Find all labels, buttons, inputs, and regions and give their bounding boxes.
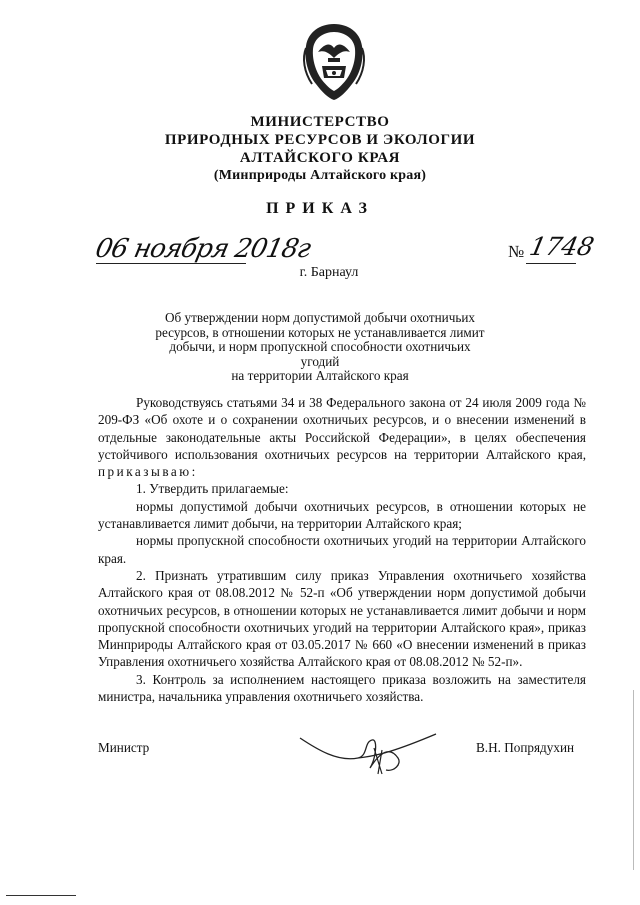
body-paragraph-6: 3. Контроль за исполнением настоящего приказа возложить на заместителя министра, начальника управления охотничьего хозяйства. <box>98 671 586 705</box>
subject-line: Об утверждении норм допустимой добычи охотничьих <box>164 310 476 325</box>
date-underline <box>96 263 246 264</box>
footer-mark <box>6 895 76 896</box>
order-word: приказываю: <box>98 464 198 480</box>
subject-line: добычи, и норм пропускной способности охотничьих угодий <box>169 339 471 369</box>
body-paragraph-2: 1. Утвердить прилагаемые: <box>136 481 289 497</box>
number-underline <box>526 263 576 264</box>
body-paragraph-1: Руководствуясь статьями 34 и 38 Федерального закона от 24 июля 2009 года № 209-ФЗ «Об охоте и о сохранении охотничьих ресурсов, и о внесении изменений в отдельные законодательные акты Российской Федерации», в целях обеспечения устойчивого использования охотничьих ресурсов на территории Алтайского края, приказываю: <box>98 395 586 480</box>
header-line-2: ПРИРОДНЫХ РЕСУРСОВ И ЭКОЛОГИИ <box>164 132 476 148</box>
header-line-1: МИНИСТЕРСТВО <box>250 114 390 130</box>
handwritten-number: 1748 <box>526 232 597 261</box>
body-paragraph-3: нормы допустимой добычи охотничьих ресурсов, в отношении которых не устанавливается лимит добычи, на территории Алтайского края; <box>98 498 586 532</box>
subject-line: ресурсов, в отношении которых не устанавливается лимит <box>155 324 485 340</box>
header-short-name: (Минприроды Алтайского края) <box>213 168 427 183</box>
handwritten-date: 06 ноября 2018г <box>92 234 313 264</box>
document-title: ПРИКАЗ <box>266 200 374 217</box>
body-paragraph-4: нормы пропускной способности охотничьих угодий на территории Алтайского края. <box>98 533 586 566</box>
city: г. Барнаул <box>299 265 359 280</box>
handwritten-signature <box>298 728 438 778</box>
body-paragraph-5: 2. Признать утратившим силу приказ Управления охотничьего хозяйства Алтайского края от 08.08.2012 № 52-п «Об утверждении норм допустимой добычи охотничьих ресурсов, в отношении которых не устанавливается лимит добычи и норм пропускной способности охотничьих угодий на территории Алтайского края», приказ Минприроды Алтайского края от 03.05.2017 № 660 «О внесении изменений в приказ Управления охотничьего хозяйства Алтайского края от 08.08.2012 № 52-п». <box>98 567 586 670</box>
number-label: № <box>508 242 525 261</box>
page-edge-mark <box>633 690 634 870</box>
header-line-3: АЛТАЙСКОГО КРАЯ <box>239 150 401 166</box>
ministry-header <box>0 113 640 185</box>
coat-of-arms-emblem <box>298 22 370 102</box>
subject-line: на территории Алтайского края <box>231 368 409 383</box>
signatory-position: Министр <box>98 740 150 755</box>
document-subject <box>150 311 490 384</box>
signatory-name: В.Н. Попрядухин <box>476 740 575 755</box>
document-body <box>98 394 586 705</box>
